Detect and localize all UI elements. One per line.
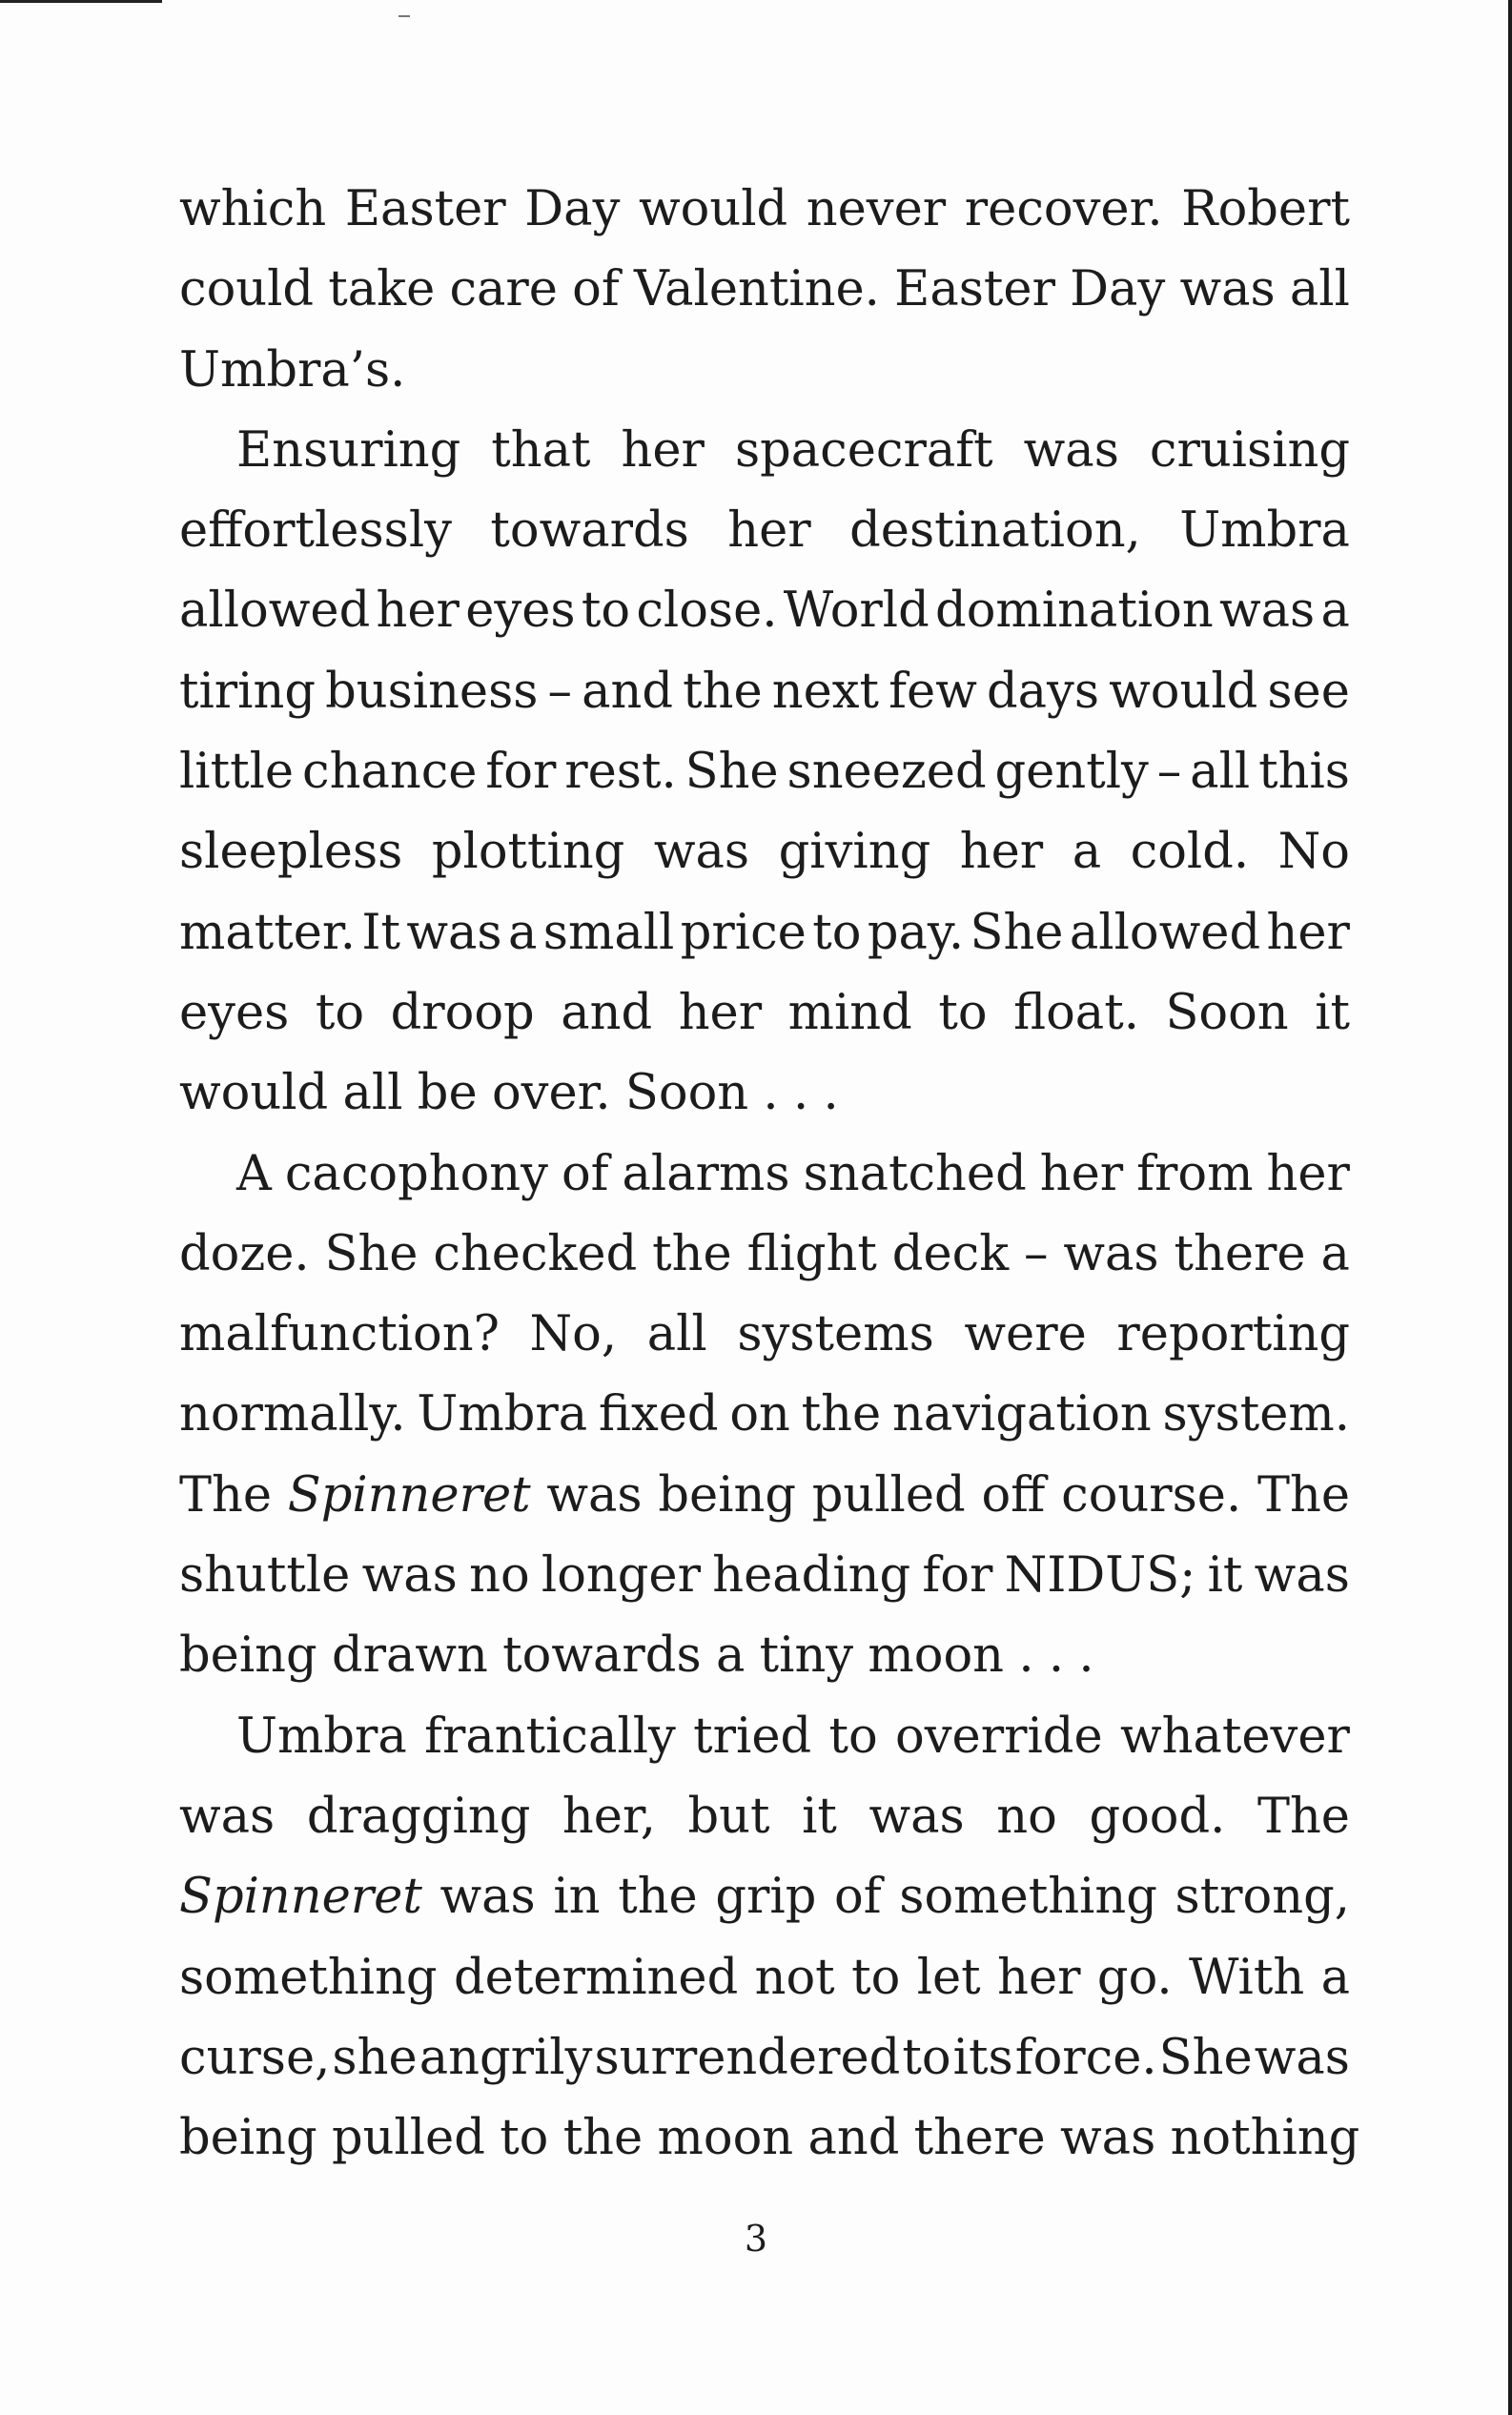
text-line: being pulled to the moon and there was nothing <box>179 2110 1360 2167</box>
text-line: which Easter Day would never recover. Robert <box>179 181 1350 237</box>
text-line: doze. She checked the flight deck – was there a <box>179 1225 1350 1282</box>
text-line: Spinneret was in the grip of something strong, <box>179 1869 1350 1926</box>
text-line: was dragging her, but it was no good. The <box>179 1788 1350 1845</box>
text-line: normally. Umbra fixed on the navigation system. <box>179 1386 1350 1443</box>
body-text <box>179 170 1360 2179</box>
paragraph <box>179 170 1350 411</box>
text-line: sleepless plotting was giving her a cold. No <box>179 824 1350 881</box>
text-line: something determined not to let her go. With a <box>179 1949 1350 2006</box>
paragraph <box>179 1135 1350 1697</box>
right-page-edge <box>1508 0 1512 2415</box>
top-edge-rule <box>0 0 162 3</box>
text-line: being drawn towards a tiny moon . . . <box>179 1627 1094 1685</box>
text-line: effortlessly towards her destination, Umbra <box>179 502 1350 560</box>
text-line: eyes to droop and her mind to float. Soon it <box>179 984 1350 1041</box>
page-number: 3 <box>744 2218 768 2260</box>
text-line: would all be over. Soon . . . <box>179 1065 839 1122</box>
text-line: could take care of Valentine. Easter Day was all <box>179 261 1350 318</box>
text-line: A cacophony of alarms snatched her from her <box>236 1145 1350 1202</box>
paragraph <box>179 411 1350 1135</box>
text-line: The Spinneret was being pulled off course. The <box>179 1466 1350 1524</box>
paragraph <box>179 1697 1360 2180</box>
text-line: malfunction? No, all systems were reporting <box>179 1306 1350 1363</box>
top-edge-mark <box>398 15 410 17</box>
text-line: Umbra frantically tried to override whatever <box>236 1708 1350 1765</box>
text-line: Ensuring that her spacecraft was cruising <box>236 421 1350 479</box>
text-line: matter. It was a small price to pay. She allowed her <box>179 904 1350 961</box>
text-line: shuttle was no longer heading for NIDUS; it was <box>179 1547 1350 1605</box>
text-line: allowed her eyes to close. World domination was a <box>179 583 1350 640</box>
text-line: Umbra’s. <box>179 341 406 399</box>
text-line: little chance for rest. She sneezed gently – all this <box>179 744 1350 801</box>
text-line: tiring business – and the next few days would see <box>179 663 1350 720</box>
text-line: curse, she angrily surrendered to its force. She was <box>179 2029 1350 2086</box>
